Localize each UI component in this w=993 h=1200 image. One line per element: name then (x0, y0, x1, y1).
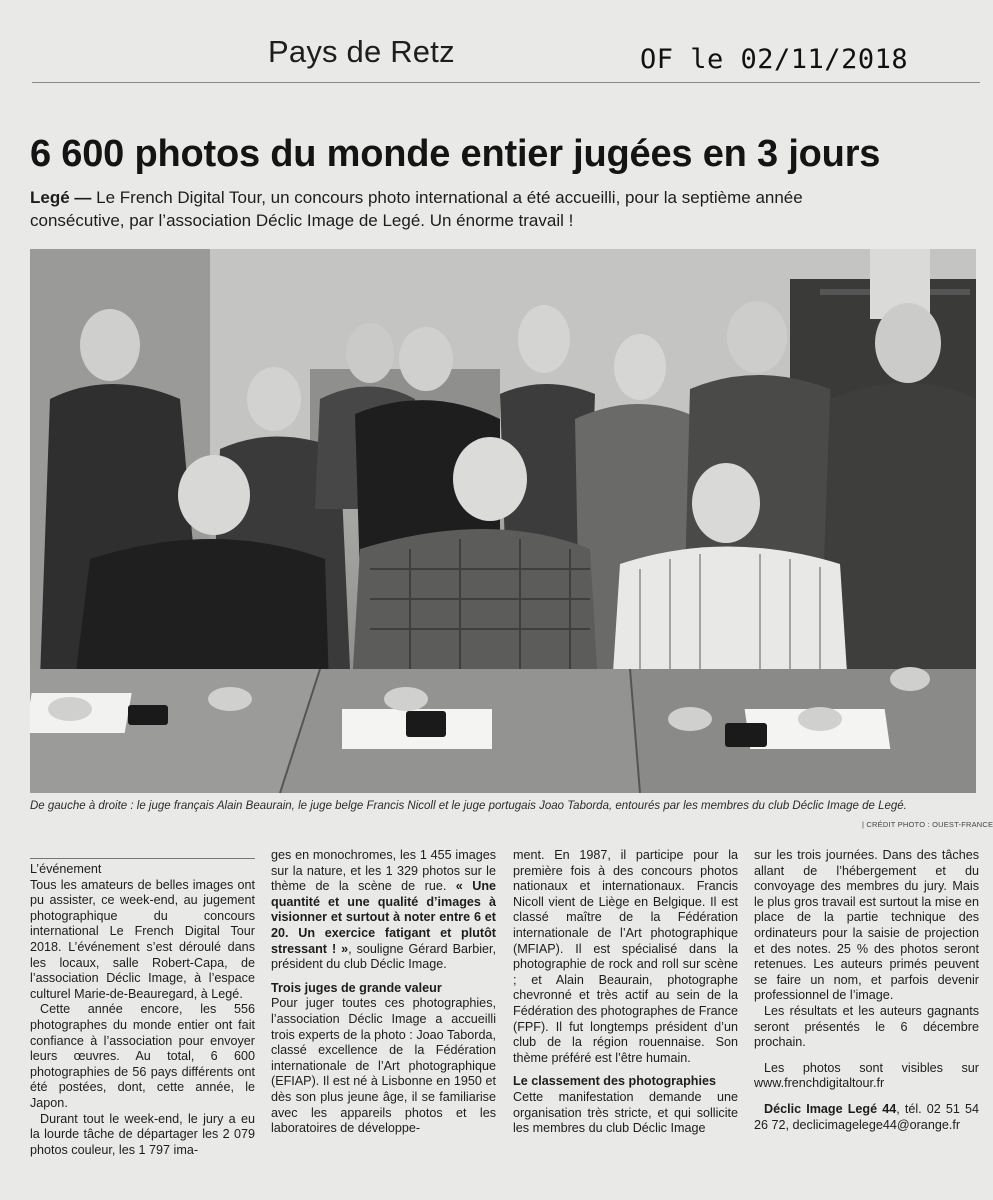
lead-text: Le French Digital Tour, un concours photo international a été accueilli, pour la septième année consécutive, par l’association Déclic Image de Legé. Un énorme travail ! (30, 188, 803, 230)
pull-quote: « Une quantité et une qualité d’images à visionner et surtout à noter entre 6 et 20. Un exercice fatigant et plutôt stressant ! » (271, 879, 497, 956)
group-photo (30, 249, 976, 793)
paragraph-text: ges en monochromes, les 1 455 images sur la nature, et les 1 329 photos sur le thème de la scène de rue. (271, 848, 496, 894)
article-headline: 6 600 photos du monde entier jugées en 3 jours (30, 133, 881, 175)
article-column-2 (271, 848, 496, 1137)
article-column-1 (30, 858, 255, 1158)
section-rubric: Pays de Retz (268, 34, 455, 69)
subheading-ranking: Le classement des photographies (513, 1074, 716, 1089)
group-photo-illustration (30, 249, 976, 793)
contact-details: , tél. 02 51 54 26 72, declicimagelege44@orange.fr (754, 1101, 979, 1132)
date-stamp: OF le 02/11/2018 (640, 44, 909, 75)
subheading-judges: Trois juges de grande valeur (271, 980, 442, 995)
photo-caption: De gauche à droite : le juge français Alain Beaurain, le juge belge Francis Nicoll et le juge portugais Joao Taborda, entourés par les membres du club Déclic Image de Legé. (30, 800, 907, 812)
contact-info (754, 1102, 979, 1133)
website-paragraph: Les photos sont visibles sur www.frenchdigitaltour.fr (754, 1060, 979, 1091)
paragraph: ment. En 1987, il participe pour la première fois à des concours photos nationaux et internationaux. Francis Nicoll vient de Liège en Belgique. Il est classé maître de la Fédération internationale de l’Art photographique (MFIAP). Il est spécialisé dans la photographie de rock and roll sur scène ; et Alain Beaurain, photographe chevronné et très actif au sein de la Fédération des photographes de France (FPF). Il fut longtemps président d’un club de la région rouennaise. Son thème préféré est l’être humain. (513, 848, 738, 1065)
article-column-4 (754, 848, 979, 1133)
paragraph: sur les trois journées. Dans des tâches allant de l’hébergement et du convoyage des membres du jury. Mais le plus gros travail est surtout la mise en place de la partie technique des ordinateurs pour la saisie de projection et des notes. 25 % des photos seront retenues. Les auteurs primés peuvent se faire un nom, et parfois devenir professionnel de l’image. (754, 848, 979, 1003)
lead-place: Legé — (30, 188, 92, 207)
paragraph-text: , souligne Gérard Barbier, président du club Déclic Image. (271, 941, 496, 972)
paragraph (271, 848, 496, 973)
header-rule (32, 82, 980, 83)
article-lead (30, 186, 870, 232)
contact-name: Déclic Image Legé 44 (764, 1101, 897, 1116)
article-column-3 (513, 848, 738, 1137)
paragraph: Durant tout le week-end, le jury a eu la lourde tâche de départager les 2 079 photos couleur, les 1 797 ima- (30, 1111, 255, 1157)
subheading-event: L’événement (30, 858, 255, 878)
photo-credit: | CRÉDIT PHOTO : OUEST-FRANCE (862, 820, 993, 829)
paragraph: Cette année encore, les 556 photographes du monde entier ont fait confiance à l’association pour envoyer leurs œuvres. Au total, 6 600 photographies de 56 pays différents ont été postées, dont, cette année, le Japon. (30, 1002, 255, 1110)
paragraph: Cette manifestation demande une organisation très stricte, et qui sollicite les membres du club Déclic Image (513, 1089, 738, 1136)
paragraph: Les résultats et les auteurs gagnants seront présentés le 6 décembre prochain. (754, 1003, 979, 1050)
paragraph: Pour juger toutes ces photographies, l’association Déclic Image a accueilli trois experts de la photo : Joao Taborda, classé excellence de la Fédération internationale de l’Art photographique (EFIAP). Il est né à Lisbonne en 1950 et dès son plus jeune âge, il se familiarise avec les appareils photos et les laboratoires de développe- (271, 996, 496, 1136)
paragraph: Tous les amateurs de belles images ont pu assister, ce week-end, au jugement photographique du concours international Le French Digital Tour 2018. L’événement s’est déroulé dans les locaux, salle Robert-Capa, de l’association Déclic Image, à l’espace culturel Marie-de-Beauregard, à Legé. (30, 877, 255, 1001)
